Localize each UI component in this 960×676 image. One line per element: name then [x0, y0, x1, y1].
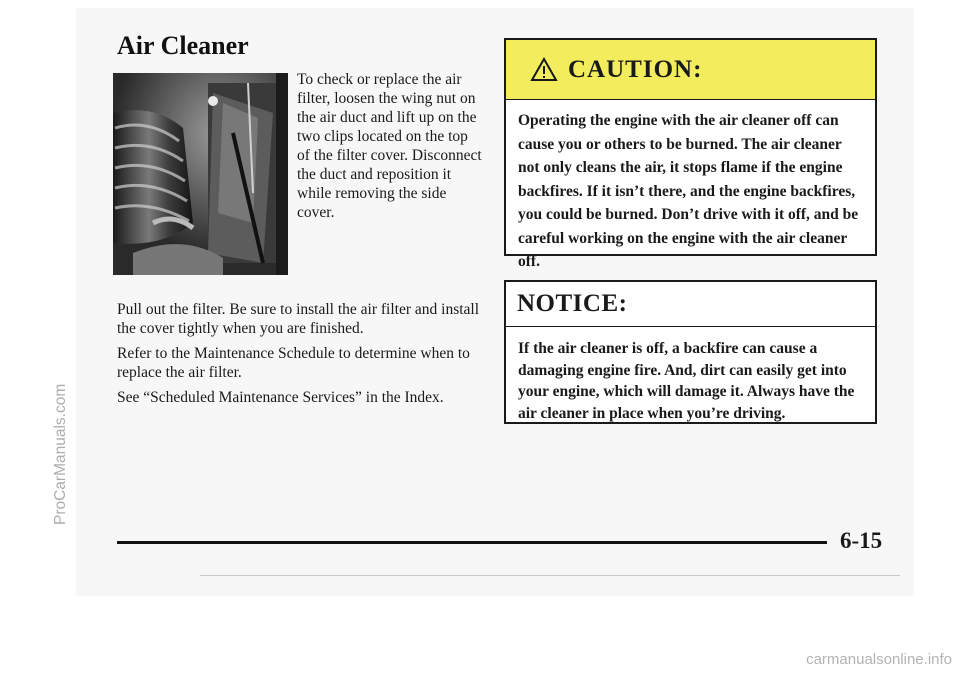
site-footer: carmanualsonline.info — [806, 651, 952, 668]
notice-box — [504, 280, 877, 424]
scan-edge-line — [200, 575, 900, 576]
warning-triangle-icon — [530, 57, 558, 82]
notice-header — [506, 282, 875, 327]
caution-box — [504, 38, 877, 270]
intro-text: To check or replace the air filter, loosen the wing nut on the air duct and lift up on the two clips located on the top of the filter cover. Disconnect the duct and reposition it while removing the side cover. — [297, 71, 482, 221]
air-cleaner-photo — [113, 73, 288, 275]
watermark: ProCarManuals.com — [52, 383, 69, 525]
notice-text: If the air cleaner is off, a backfire can cause a damaging engine fire. And, dirt can easily get into your engine, which will damage it. Always have the air cleaner in place when you’re driving. — [518, 340, 855, 422]
caution-text: Operating the engine with the air cleaner off can cause you or others to be burned. The air cleaner not only cleans the air, it stops flame if the engine backfires. If it isn’t there, and the engine backfires, you could be burned. Don’t drive with it off, and be careful working on the engine with the air cleaner off. — [518, 112, 859, 270]
footer-rule — [117, 541, 827, 544]
page-title: Air Cleaner — [117, 31, 249, 60]
caution-header — [506, 40, 875, 100]
page-number: 6-15 — [840, 528, 883, 553]
notice-title: NOTICE: — [517, 290, 628, 317]
caution-title: CAUTION: — [568, 55, 703, 83]
paragraph-maintenance-schedule: Refer to the Maintenance Schedule to determine when to replace the air filter. — [117, 345, 470, 381]
paragraph-see-index: See “Scheduled Maintenance Services” in the Index. — [117, 389, 444, 406]
paragraph-install-filter: Pull out the filter. Be sure to install the air filter and install the cover tightly when you are finished. — [117, 301, 480, 337]
